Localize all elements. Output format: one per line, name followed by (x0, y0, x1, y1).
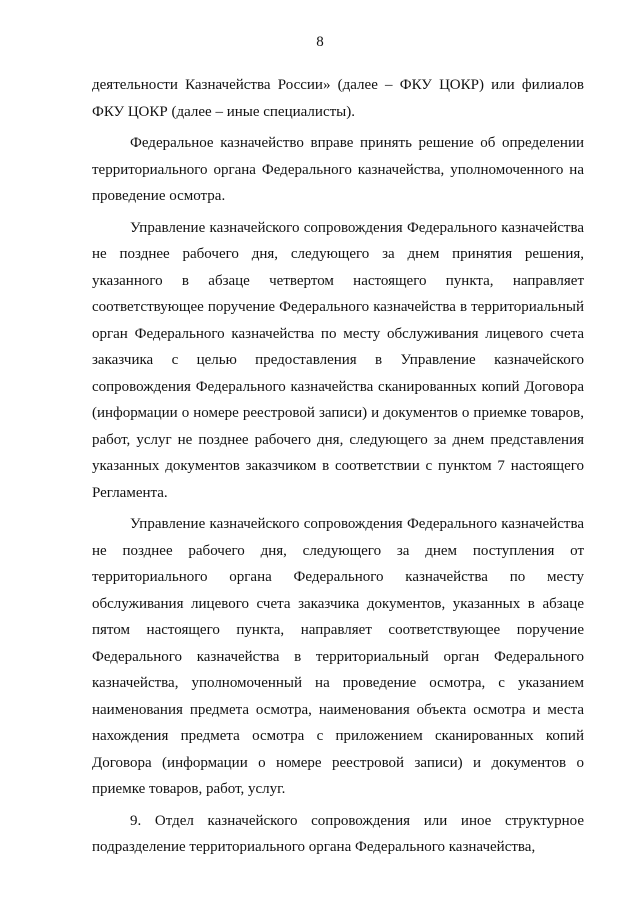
paragraph-item-9: 9. Отдел казначейского сопровождения или иное структурное подразделение территориального органа Федерального казначейства, (92, 812, 584, 855)
page-number: 8 (316, 34, 324, 50)
document-body (92, 72, 584, 866)
paragraph-order-territorial-body: Управление казначейского сопровождения Федерального казначейства не позднее рабочего дня, следующего за днем принятия решения, указанного в абзаце четвертом настоящего пункта, направляет соответствующее поручение Федерального казначейства в территориальный орган Федерального казначейства по месту обслуживания лицевого счета заказчика с целью предоставления в Управление казначейского сопровождения Федерального казначейства сканированных копий Договора (информации о номере реестровой записи) и документов о приемке товаров, работ, услуг не позднее рабочего дня, следующего за днем представления указанных документов заказчиком в соответствии с пунктом 7 настоящего Регламента. (92, 219, 584, 501)
paragraph-order-inspection: Управление казначейского сопровождения Федерального казначейства не позднее рабочего дня, следующего за днем поступления от территориального органа Федерального казначейства по месту обслуживания лицевого счета заказчика документов, указанных в абзаце пятом настоящего пункта, направляет соответствующее поручение Федерального казначейства в территориальный орган Федерального казначейства, уполномоченный на проведение осмотра, с указанием наименования предмета осмотра, наименования объекта осмотра и места нахождения предмета осмотра с приложением сканированных копий Договора (информации о номере реестровой записи) и документов о приемке товаров, работ, услуг. (92, 516, 584, 797)
paragraph-continuation: деятельности Казначейства России» (далее – ФКУ ЦОКР) или филиалов ФКУ ЦОКР (далее – иные специалисты). (92, 77, 584, 120)
paragraph-inspection-decision: Федеральное казначейство вправе принять решение об определении территориального органа Федерального казначейства, уполномоченного на проведение осмотра. (92, 135, 584, 204)
